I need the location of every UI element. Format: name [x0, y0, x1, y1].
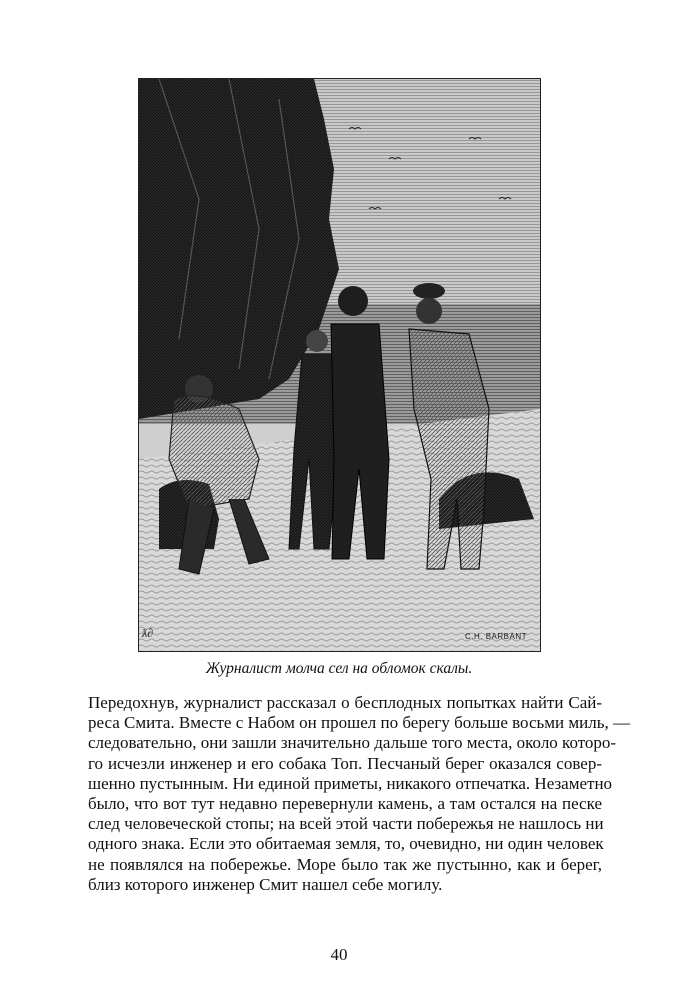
text-line: го исчезли инженер и его собака Топ. Песчаный берег оказался совер-: [88, 753, 602, 773]
text-line: одного знака. Если это обитаемая земля, то, очевидно, ни один человек: [88, 834, 604, 854]
page-number: 40: [330, 945, 348, 964]
body-paragraph: [88, 693, 630, 895]
text-line: след человеческой стопы; на всей этой части побережья не нашлось ни: [88, 814, 604, 834]
text-line: шенно пустынным. Ни единой приметы, никакого отпечатка. Незаметно: [88, 773, 613, 793]
text-line: следовательно, они зашли значительно дальше того места, около которо-: [88, 733, 617, 753]
engraving-image: [139, 79, 540, 651]
text-line: реса Смита. Вместе с Набом он прошел по берегу больше восьми миль, —: [88, 713, 630, 733]
figure-caption: Журналист молча сел на обломок скалы.: [205, 660, 473, 677]
engraver-signature: C.H. BARBANT: [465, 632, 528, 641]
artist-signature: ƛ∂: [142, 626, 154, 640]
text-line: Передохнув, журналист рассказал о бесплодных попытках найти Сай-: [88, 693, 602, 712]
text-line: не появлялся на побережье. Море было так же пустынно, как и берег,: [88, 854, 602, 874]
text-line: близ которого инженер Смит нашел себе могилу.: [88, 874, 443, 894]
text-line: было, что вот тут недавно перевернули камень, а там остался на песке: [88, 794, 602, 814]
illustration: [138, 78, 541, 652]
